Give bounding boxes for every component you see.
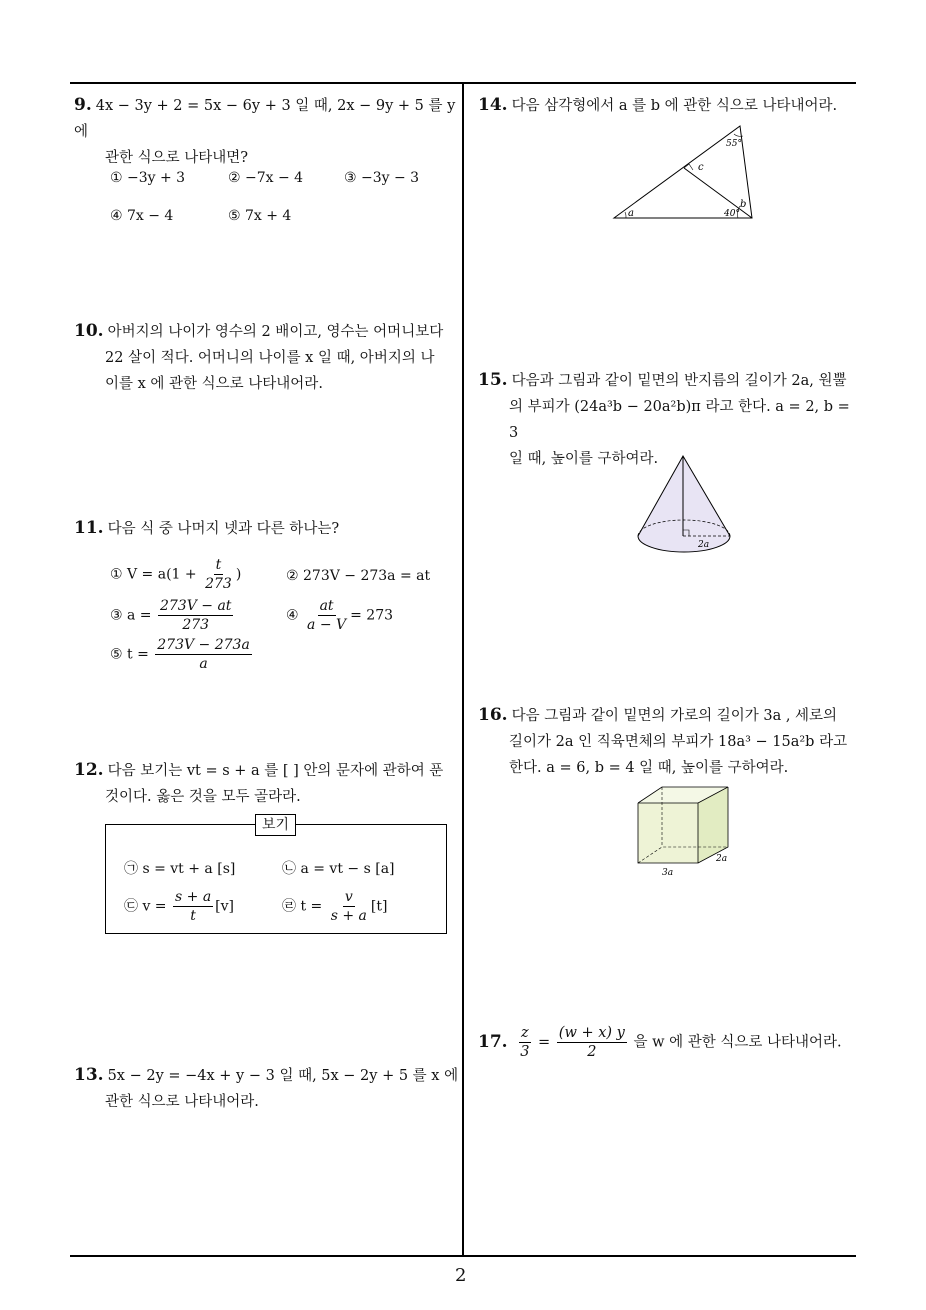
question-16 (478, 702, 863, 781)
label-2a: 2a (698, 540, 710, 550)
denominator: 2 (587, 1044, 597, 1060)
question-text-line: 관한 식으로 나타내어라. (105, 1094, 259, 1110)
box-figure (632, 785, 742, 880)
label-a: a (628, 208, 634, 219)
cone-figure (630, 450, 740, 560)
q9-option-4[interactable]: ④ 7x − 4 (110, 208, 174, 224)
question-text-line: 길이가 2a 인 직육면체의 부피가 18a³ − 15a²b 라고 (509, 734, 848, 750)
question-text-line: 다음 보기는 vt = s + a 를 [ ] 안의 문자에 관하여 푼 (107, 763, 444, 779)
question-number: 10. (74, 321, 104, 341)
q12-item-2[interactable]: ㉡ a = vt − s [a] (282, 861, 395, 877)
example-box-title: 보기 (255, 814, 296, 836)
label-3a: 3a (662, 868, 674, 878)
q11-option-3[interactable] (110, 597, 235, 634)
question-number: 17. (478, 1031, 508, 1052)
q9-option-2[interactable]: ② −7x − 4 (228, 170, 304, 186)
numerator: 273V − at (159, 598, 232, 614)
question-text-line: 다음과 그림과 같이 밑면의 반지름의 길이가 2a, 원뿔 (511, 373, 847, 389)
fraction-lhs (518, 1024, 531, 1061)
fraction (155, 636, 252, 673)
numerator: 273V − 273a (157, 637, 250, 653)
question-number: 14. (478, 95, 508, 115)
label-55: 55° (726, 139, 742, 149)
label-40: 40° (724, 209, 740, 219)
option-text: = 273 (350, 607, 394, 624)
page-number: 2 (455, 1265, 467, 1286)
q11-option-4[interactable] (286, 597, 393, 634)
numerator: v (344, 889, 353, 905)
question-text-line: 5x − 2y = −4x + y − 3 일 때, 5x − 2y + 5 를 x 에 (107, 1068, 459, 1084)
question-text: 다음 식 중 나머지 넷과 다른 하나는? (107, 521, 340, 537)
q12-item-1[interactable]: ㉠ s = vt + a [s] (124, 861, 236, 877)
q11-option-5[interactable] (110, 636, 254, 673)
q12-item-4[interactable] (282, 888, 387, 925)
question-number: 12. (74, 760, 104, 780)
fraction (173, 888, 213, 925)
q11-option-2[interactable]: ② 273V − 273a = at (286, 568, 431, 584)
column-divider (462, 82, 464, 1256)
question-text: 다음 삼각형에서 a 를 b 에 관한 식으로 나타내어라. (511, 98, 838, 114)
question-10 (74, 318, 459, 397)
question-number: 16. (478, 705, 508, 725)
question-11 (74, 515, 459, 542)
question-12 (74, 757, 459, 810)
question-text-line: 한다. a = 6, b = 4 일 때, 높이를 구하여라. (509, 760, 789, 776)
question-text-line: 일 때, 높이를 구하여라. (509, 451, 659, 467)
denominator: t (190, 908, 196, 924)
q9-option-3[interactable]: ③ −3y − 3 (344, 170, 420, 186)
question-9-line2: 관한 식으로 나타내면? (105, 150, 249, 166)
question-13 (74, 1062, 459, 1115)
item-text: [v] (215, 898, 235, 915)
equals-sign: = (538, 1034, 551, 1051)
question-text: 4x − 3y + 2 = 5x − 6y + 3 일 때, 2x − 9y + 5 를 y 에 (74, 98, 456, 140)
label-c: c (698, 162, 704, 173)
question-number: 11. (74, 518, 104, 538)
question-text: 을 w 에 관한 식으로 나타내어라. (633, 1034, 842, 1051)
denominator: 273 (182, 617, 210, 633)
fraction (158, 597, 233, 634)
numerator: t (215, 557, 222, 573)
q12-item-3[interactable] (124, 888, 234, 925)
option-text: ④ (286, 607, 299, 624)
item-text: [t] (370, 898, 388, 915)
question-number: 15. (478, 370, 508, 390)
question-text-line: 22 살이 적다. 어머니의 나이를 x 일 때, 아버지의 나 (105, 350, 435, 366)
numerator: (w + x) y (558, 1025, 625, 1041)
option-text: ) (235, 566, 242, 583)
fraction (305, 597, 348, 634)
question-number: 9. (74, 95, 92, 115)
denominator: s + a (330, 908, 367, 924)
question-14 (478, 92, 858, 119)
numerator: s + a (175, 889, 212, 905)
label-2a: 2a (716, 854, 728, 864)
question-text-line: 아버지의 나이가 영수의 2 배이고, 영수는 어머니보다 (107, 324, 444, 340)
option-text: ③ a = (110, 607, 152, 624)
q9-option-5[interactable]: ⑤ 7x + 4 (228, 208, 292, 224)
item-text: ㉣ t = (282, 898, 323, 915)
question-text-line: 것이다. 옳은 것을 모두 골라라. (105, 789, 301, 805)
q9-option-1[interactable]: ① −3y + 3 (110, 170, 186, 186)
denominator: a − V (307, 617, 347, 633)
question-9 (74, 92, 459, 171)
question-number: 13. (74, 1065, 104, 1085)
numerator: at (319, 598, 334, 614)
option-text: ① V = a(1 + (110, 566, 197, 583)
denominator: 3 (520, 1044, 530, 1060)
question-text-line: 다음 그림과 같이 밑면의 가로의 길이가 3a , 세로의 (511, 708, 838, 724)
q11-option-1[interactable] (110, 556, 241, 593)
fraction (203, 556, 234, 593)
triangle-figure (600, 120, 770, 230)
denominator: a (199, 656, 208, 672)
denominator: 273 (205, 576, 232, 592)
fraction (329, 888, 369, 925)
question-9-line1 (74, 92, 459, 145)
question-text-line: 이를 x 에 관한 식으로 나타내어라. (105, 376, 323, 392)
numerator: z (520, 1025, 529, 1041)
question-17 (478, 1024, 863, 1061)
item-text: ㉢ v = (124, 898, 167, 915)
fraction-rhs (557, 1024, 627, 1061)
label-b: b (740, 199, 747, 210)
option-text: ⑤ t = (110, 646, 149, 663)
question-text-line: 의 부피가 (24a³b − 20a²b)π 라고 한다. a = 2, b = 3 (509, 399, 850, 441)
